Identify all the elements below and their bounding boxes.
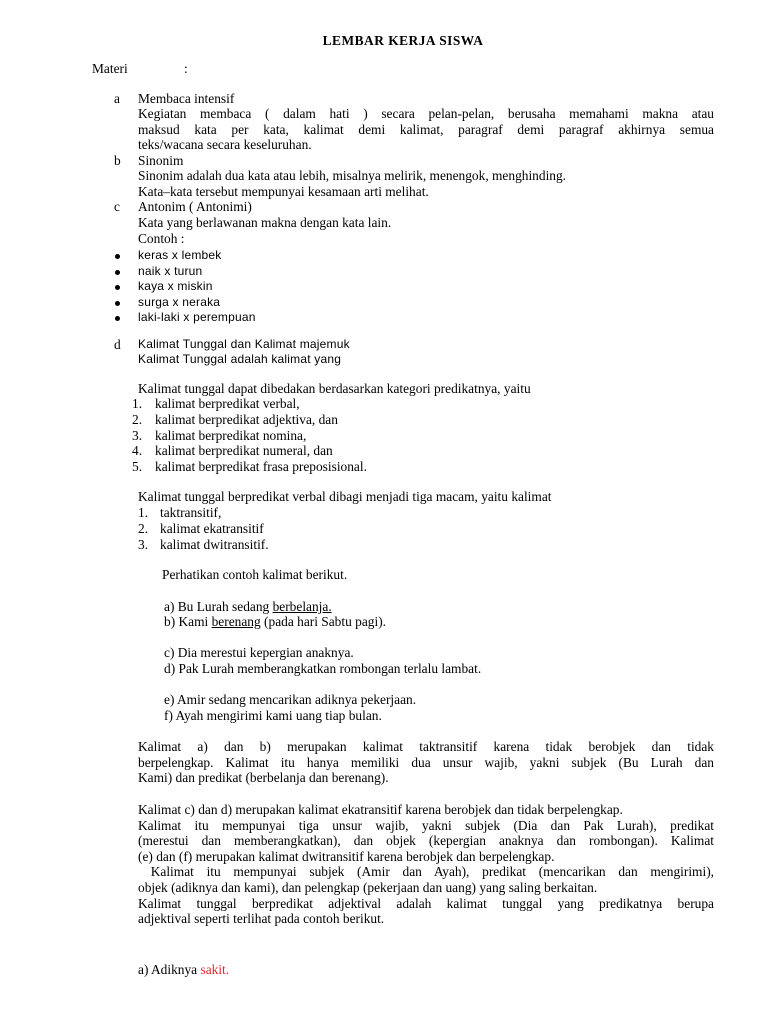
list-item: keras x lembek: [138, 248, 222, 262]
section-a-heading: Membaca intensif: [138, 91, 235, 106]
list-item: kalimat berpredikat nomina,: [155, 428, 307, 443]
example-sentence: e) Amir sedang mencarikan adiknya pekerjaan.: [164, 692, 417, 707]
list-item: kalimat berpredikat adjektiva, dan: [155, 412, 338, 427]
list-item: naik x turun: [138, 264, 203, 278]
example-text: a) Bu Lurah sedang: [164, 599, 273, 614]
bullet-dot: [115, 301, 120, 306]
page-title: LEMBAR KERJA SISWA: [322, 33, 484, 48]
section-a-paragraph: [138, 106, 714, 153]
section-c-heading: Antonim ( Antonimi): [138, 199, 252, 214]
paragraph-line: Kalimat itu mempunyai tiga unsur wajib, yakni subjek (Dia dan Pak Lurah), predikat: [138, 817, 714, 833]
example-text: a) Adiknya: [138, 962, 201, 977]
paragraph-line: (e) dan (f) merupakan kalimat dwitransitif karena berobjek dan berpelengkap.: [138, 848, 555, 864]
section-d-heading: Kalimat Tunggal dan Kalimat majemuk: [138, 337, 350, 351]
materi-colon: :: [184, 61, 188, 76]
section-c-line: Kata yang berlawanan makna dengan kata lain.: [138, 215, 392, 230]
list-number: 3.: [138, 537, 149, 552]
explanation-paragraph: [138, 739, 714, 786]
section-b-letter: b: [114, 153, 121, 168]
list-item: laki-laki x perempuan: [138, 310, 256, 324]
paragraph-line: Kalimat c) dan d) merupakan kalimat ekatransitif karena berobjek dan tidak berpelengkap.: [138, 802, 623, 817]
paragraph-line: Kalimat itu mempunyai subjek (Amir dan Ayah), predikat (mencarikan dan mengirimi),: [138, 864, 714, 880]
example-sentence: [164, 599, 332, 615]
paragraph-line: Kami) dan predikat (berbelanja dan berenang).: [138, 770, 389, 786]
paragraph-line: berpelengkap. Kalimat itu hanya memiliki dua unsur wajib, yakni subjek (Bu Lurah dan: [138, 754, 714, 770]
list-number: 2.: [138, 521, 149, 536]
section-d-line: Kalimat Tunggal adalah kalimat yang: [138, 352, 342, 366]
list-number: 3.: [132, 428, 143, 443]
section-c-letter: c: [114, 199, 120, 214]
section-b-heading: Sinonim: [138, 153, 184, 168]
section-a-letter: a: [114, 91, 120, 106]
list-number: 2.: [132, 412, 143, 427]
list-item: taktransitif,: [160, 505, 222, 520]
paragraph-line: adjektival seperti terlihat pada contoh berikut.: [138, 911, 385, 927]
verbal-intro: Kalimat tunggal berpredikat verbal dibagi menjadi tiga macam, yaitu kalimat: [138, 489, 552, 504]
predikat-intro: Kalimat tunggal dapat dibedakan berdasarkan kategori predikatnya, yaitu: [138, 381, 531, 396]
section-d-letter: d: [114, 337, 121, 352]
list-number: 5.: [132, 459, 143, 474]
list-number: 1.: [138, 505, 149, 520]
paragraph-line: maksud kata per kata, kalimat demi kalimat, paragraf demi paragraf akhirnya semua: [138, 121, 714, 137]
bullet-dot: [115, 285, 120, 290]
adjective-example: [138, 962, 229, 978]
example-sentence: d) Pak Lurah memberangkatkan rombongan terlalu lambat.: [164, 661, 482, 676]
example-text: (pada hari Sabtu pagi).: [260, 614, 386, 629]
list-item: kaya x miskin: [138, 279, 213, 293]
list-item: kalimat berpredikat numeral, dan: [155, 443, 333, 458]
explanation-paragraph: [138, 802, 714, 927]
section-c-contoh: Contoh :: [138, 231, 185, 246]
paragraph-line: Kalimat a) dan b) merupakan kalimat taktransitif karena tidak berobjek dan tidak: [138, 739, 714, 754]
paragraph-line: (merestui dan memberangkatkan), dan objek (kepergian anaknya dan rombongan). Kalimat: [138, 833, 714, 849]
list-number: 1.: [132, 396, 143, 411]
example-sentence: c) Dia merestui kepergian anaknya.: [164, 645, 354, 660]
bullet-dot: [115, 316, 120, 321]
example-text: b) Kami: [164, 614, 212, 629]
underlined-predicate: berenang: [211, 614, 261, 629]
bullet-dot: [115, 270, 120, 275]
section-b-line: Sinonim adalah dua kata atau lebih, misalnya melirik, menengok, menghinding.: [138, 168, 567, 183]
materi-label: Materi: [92, 61, 128, 76]
examples-intro: Perhatikan contoh kalimat berikut.: [162, 567, 348, 582]
list-number: 4.: [132, 443, 143, 458]
list-item: surga x neraka: [138, 295, 221, 309]
underlined-predicate: berbelanja.: [272, 599, 332, 614]
example-sentence: [164, 614, 386, 630]
list-item: kalimat berpredikat verbal,: [155, 396, 300, 411]
highlighted-predicate: sakit.: [200, 962, 230, 977]
paragraph-line: Kegiatan membaca ( dalam hati ) secara pelan-pelan, berusaha memahami makna atau: [138, 106, 714, 121]
list-item: kalimat dwitransitif.: [160, 537, 269, 552]
bullet-dot: [115, 254, 120, 259]
list-item: kalimat berpredikat frasa preposisional.: [155, 459, 367, 474]
example-sentence: f) Ayah mengirimi kami uang tiap bulan.: [164, 708, 382, 723]
section-b-line: Kata–kata tersebut mempunyai kesamaan arti melihat.: [138, 184, 429, 199]
paragraph-line: teks/wacana secara keseluruhan.: [138, 137, 312, 153]
paragraph-line: objek (adiknya dan kami), dan pelengkap (pekerjaan dan uang) yang saling berkaitan.: [138, 879, 598, 895]
list-item: kalimat ekatransitif: [160, 521, 264, 536]
paragraph-line: Kalimat tunggal berpredikat adjektival adalah kalimat tunggal yang predikatnya berupa: [138, 895, 714, 911]
